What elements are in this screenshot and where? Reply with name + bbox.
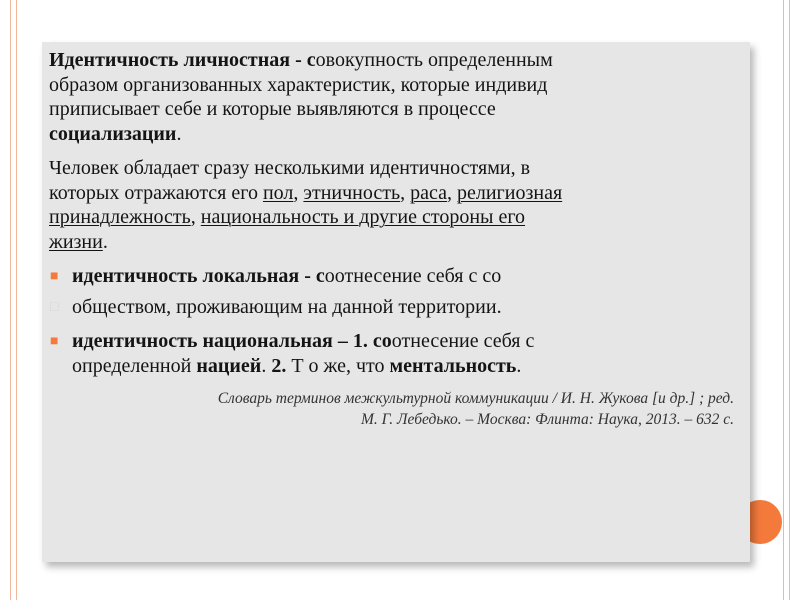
national-identity-text-2: определенной [72,354,197,377]
identities-end: . [102,230,108,253]
orange-square-bullet-icon: ■ [50,269,59,284]
link-life[interactable]: жизни [49,230,103,253]
national-identity-text-1: отнесение себя с [391,330,535,352]
citation [49,388,734,430]
link-ethnicity[interactable]: этничность [303,181,401,204]
socialization-term: социализации [49,122,177,145]
mentality-term: ментальность [389,354,517,377]
link-gender[interactable]: пол [262,181,294,204]
national-dot: . [261,354,272,377]
definition-paragraph [49,48,742,146]
comma: , [293,181,299,204]
link-race[interactable]: раса [410,181,447,204]
identities-text-1: Человек обладает сразу несколькими идентичностями, в [49,157,531,179]
citation-line-1: Словарь терминов межкультурной коммуникации / И. Н. Жукова [и др.] ; ред. [217,390,734,407]
left-frame-line-inner [16,0,17,600]
link-religious-1[interactable]: религиозная [457,181,563,204]
bullet-local-identity [49,264,742,289]
comma: , [190,206,196,228]
definition-text-3: приписывает себе и которые выявляются в процессе [49,98,496,120]
national-end: . [516,354,522,377]
national-identity-term: идентичность национальная – 1. со [72,330,392,352]
identities-paragraph [49,156,742,254]
bullet-national-identity [49,329,742,378]
link-religious-2[interactable]: принадлежность [49,206,191,228]
content-card [42,42,750,562]
left-frame-line-outer [10,0,11,600]
definition-text-1: овокупность определенным [315,49,553,71]
comma: , [447,181,452,204]
orange-square-bullet-icon: ■ [50,334,59,349]
definition-term: Идентичность личностная - с [49,49,316,71]
bullet-local-continuation [49,295,742,320]
local-identity-text: оотнесение себя с со [324,265,502,287]
definition-text-2: образом организованных характеристик, которые индивид [49,73,548,96]
link-nationality[interactable]: национальность и другие стороны его [200,206,526,228]
national-identity-text-3: Т о же, что [286,354,390,377]
right-frame-line-outer [789,0,790,600]
local-identity-term: идентичность локальная - с [72,265,325,287]
identities-text-2: которых отражаются его [49,181,263,204]
local-continuation-text: обществом, проживающим на данной территории. [72,295,502,318]
hollow-square-bullet-icon: □ [50,299,59,315]
right-frame-line-inner [783,0,784,600]
citation-line-2: М. Г. Лебедько. – Москва: Флинта: Наука, 2013. – 632 с. [360,411,734,428]
nation-term: нацией [196,354,262,377]
definition-end: . [176,122,182,145]
comma: , [400,181,406,204]
number-two: 2. [271,354,287,377]
